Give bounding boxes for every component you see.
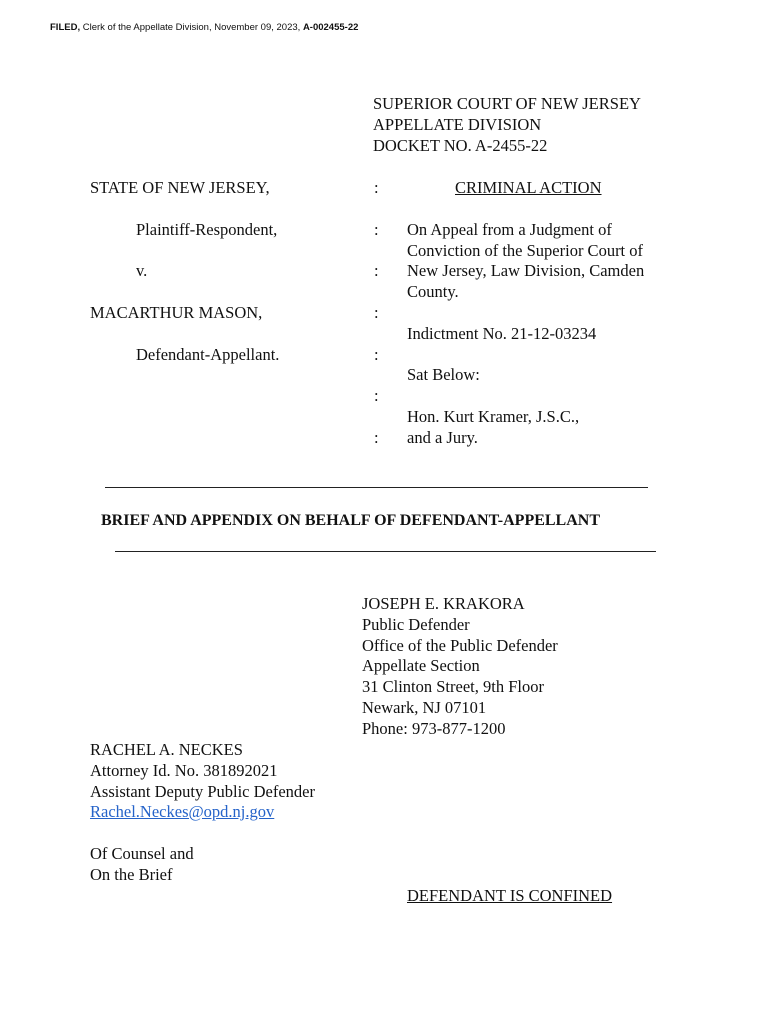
indictment-number: Indictment No. 21-12-03234: [407, 324, 597, 343]
criminal-action-label: CRIMINAL ACTION: [455, 178, 602, 197]
caption-colon: :: [374, 386, 379, 405]
docket-number: DOCKET NO. A-2455-22: [373, 136, 548, 155]
plaintiff-role: Plaintiff-Respondent,: [136, 220, 278, 239]
attorney-id: Attorney Id. No. 381892021: [90, 761, 278, 780]
office-street: 31 Clinton Street, 9th Floor: [362, 677, 544, 696]
counsel-title: Assistant Deputy Public Defender: [90, 782, 315, 801]
caption-colon: :: [374, 428, 379, 447]
office-name: Office of the Public Defender: [362, 636, 558, 655]
caption-colon: :: [374, 261, 379, 280]
brief-title: BRIEF AND APPENDIX ON BEHALF OF DEFENDANT-APPELLANT: [101, 512, 601, 529]
office-section: Appellate Section: [362, 656, 480, 675]
appeal-line: Conviction of the Superior Court of: [407, 241, 644, 260]
filing-stamp: [50, 22, 358, 33]
counsel-role: Of Counsel and: [90, 844, 194, 863]
judge-name: Hon. Kurt Kramer, J.S.C.,: [407, 407, 580, 426]
state-party: STATE OF NEW JERSEY,: [90, 178, 270, 197]
jury-line: and a Jury.: [407, 428, 478, 447]
divider-top: [105, 487, 648, 488]
counsel-role: On the Brief: [90, 865, 173, 884]
appeal-line: New Jersey, Law Division, Camden: [407, 261, 645, 280]
counsel-name: RACHEL A. NECKES: [90, 740, 243, 759]
divider-bottom: [115, 551, 656, 552]
court-name: SUPERIOR COURT OF NEW JERSEY: [373, 94, 641, 113]
office-city: Newark, NJ 07101: [362, 698, 487, 717]
public-defender-name: JOSEPH E. KRAKORA: [362, 594, 525, 613]
appeal-line: On Appeal from a Judgment of: [407, 220, 612, 239]
caption-colon: :: [374, 345, 379, 364]
court-division: APPELLATE DIVISION: [373, 115, 542, 134]
public-defender-title: Public Defender: [362, 615, 470, 634]
counsel-email-link[interactable]: Rachel.Neckes@opd.nj.gov: [90, 802, 275, 821]
defendant-role: Defendant-Appellant.: [136, 345, 280, 364]
filing-docket-ref: A-002455-22: [302, 22, 359, 33]
office-phone: Phone: 973-877-1200: [362, 719, 506, 738]
caption-colon: :: [374, 178, 379, 197]
versus-label: v.: [136, 261, 148, 280]
defendant-party: MACARTHUR MASON,: [90, 303, 263, 322]
filed-label: FILED,: [50, 22, 81, 33]
caption-colon: :: [374, 303, 379, 322]
appeal-line: County.: [407, 282, 459, 301]
caption-colon: :: [374, 220, 379, 239]
sat-below-label: Sat Below:: [407, 365, 480, 384]
confinement-notice: DEFENDANT IS CONFINED: [407, 886, 613, 905]
clerk-text: Clerk of the Appellate Division, November 09, 2023,: [80, 22, 303, 33]
